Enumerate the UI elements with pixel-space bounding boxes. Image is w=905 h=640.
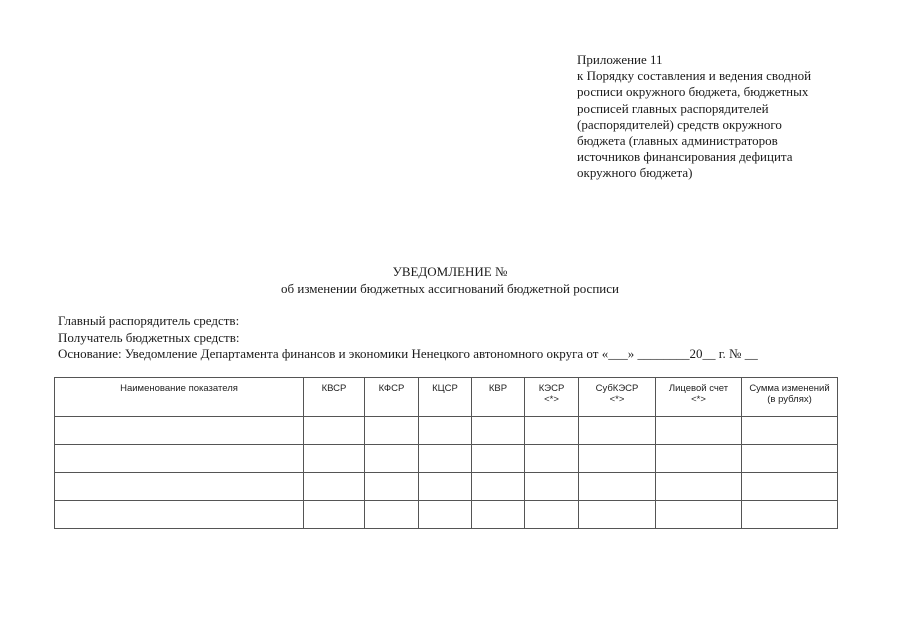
title-sub: об изменении бюджетных ассигнований бюджетной росписи bbox=[281, 281, 619, 296]
table-cell bbox=[304, 473, 365, 501]
table-cell bbox=[742, 473, 838, 501]
col-header-account: Лицевой счет <*> bbox=[656, 378, 742, 417]
col-header-kvsr: КВСР bbox=[304, 378, 365, 417]
col-header-kfsr: КФСР bbox=[365, 378, 419, 417]
table-cell bbox=[304, 445, 365, 473]
appendix-line: к Порядку составления и ведения сводной bbox=[577, 68, 812, 84]
table-cell bbox=[472, 417, 525, 445]
table-cell bbox=[656, 445, 742, 473]
appendix-line: источников финансирования дефицита bbox=[577, 149, 793, 165]
title-main: УВЕДОМЛЕНИЕ № bbox=[392, 264, 508, 279]
table-cell bbox=[525, 473, 579, 501]
recipient-field: Получатель бюджетных средств: bbox=[58, 329, 240, 345]
table-cell bbox=[525, 417, 579, 445]
basis-field: Основание: Уведомление Департамента финансов и экономики Ненецкого автономного округа от «___» ________20__ г. № __ bbox=[58, 346, 758, 361]
table-cell bbox=[742, 501, 838, 529]
appendix-line: росписи окружного бюджета, бюджетных bbox=[577, 84, 809, 100]
appendix-line: бюджета (главных администраторов bbox=[577, 133, 778, 149]
table-cell bbox=[419, 445, 472, 473]
table-cell bbox=[579, 417, 656, 445]
table-cell bbox=[365, 501, 419, 529]
table-cell bbox=[579, 445, 656, 473]
table-cell bbox=[304, 501, 365, 529]
appendix-note bbox=[577, 52, 877, 182]
table-cell bbox=[55, 501, 304, 529]
table-row bbox=[55, 473, 838, 501]
table-cell bbox=[365, 445, 419, 473]
table-row bbox=[55, 445, 838, 473]
table-cell bbox=[419, 417, 472, 445]
appendix-line: Приложение 11 bbox=[577, 52, 663, 67]
table-cell bbox=[365, 417, 419, 445]
table-cell bbox=[656, 473, 742, 501]
table-cell bbox=[742, 445, 838, 473]
table-cell bbox=[656, 501, 742, 529]
appendix-line: (распорядителей) средств окружного bbox=[577, 116, 782, 132]
table-cell bbox=[579, 473, 656, 501]
appendix-line: росписей главных распорядителей bbox=[577, 100, 769, 116]
table-cell bbox=[365, 473, 419, 501]
table-cell bbox=[742, 417, 838, 445]
table-cell bbox=[525, 445, 579, 473]
table-cell bbox=[525, 501, 579, 529]
table-cell bbox=[472, 445, 525, 473]
table-cell bbox=[472, 501, 525, 529]
table-cell bbox=[656, 417, 742, 445]
header-fields bbox=[58, 313, 758, 363]
col-header-kesr: КЭСР <*> bbox=[525, 378, 579, 417]
table-cell bbox=[55, 417, 304, 445]
col-header-kcsr: КЦСР bbox=[419, 378, 472, 417]
table-cell bbox=[55, 473, 304, 501]
appendix-line: окружного бюджета) bbox=[577, 165, 693, 181]
table-cell bbox=[419, 501, 472, 529]
table-row bbox=[55, 417, 838, 445]
document-title bbox=[250, 263, 650, 297]
budget-changes-table bbox=[54, 377, 838, 529]
table-cell bbox=[579, 501, 656, 529]
col-header-subkesr: СубКЭСР <*> bbox=[579, 378, 656, 417]
table-cell bbox=[304, 417, 365, 445]
col-header-kvr: КВР bbox=[472, 378, 525, 417]
col-header-amount: Сумма изменений (в рублях) bbox=[742, 378, 838, 417]
table-cell bbox=[419, 473, 472, 501]
table-cell bbox=[55, 445, 304, 473]
table-row bbox=[55, 501, 838, 529]
table-header-row bbox=[55, 378, 838, 417]
col-header-indicator: Наименование показателя bbox=[55, 378, 304, 417]
table-cell bbox=[472, 473, 525, 501]
chief-manager-field: Главный распорядитель средств: bbox=[58, 313, 240, 328]
